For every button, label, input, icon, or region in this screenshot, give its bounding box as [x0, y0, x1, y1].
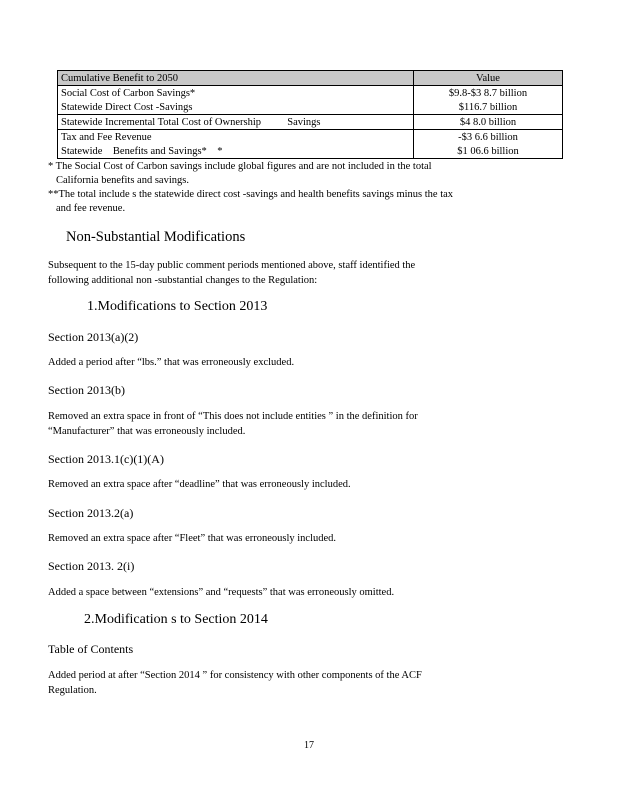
- section-text-line: Removed an extra space in front of “This does not include entities ” in the definition for: [48, 411, 418, 422]
- section-text: [48, 477, 568, 492]
- footnote-1-line1: * The Social Cost of Carbon savings include global figures and are not included in the total: [48, 161, 432, 172]
- section-label: Section 2013.2(a): [48, 506, 134, 520]
- intro-line1: Subsequent to the 15-day public comment periods mentioned above, staff identified the: [48, 260, 416, 271]
- section-text: [48, 409, 568, 439]
- section-text-line: Removed an extra space after “Fleet” that was erroneously included.: [48, 533, 337, 544]
- header-label: Cumulative Benefit to 2050: [58, 71, 414, 86]
- table-header-row: [58, 71, 563, 86]
- row-label: Tax and Fee Revenue: [58, 130, 414, 145]
- page-number: 17: [304, 740, 314, 751]
- header-value: Value: [414, 71, 563, 86]
- section-label: Section 2013(b): [48, 383, 125, 397]
- section-label: Section 2013. 2(i): [48, 559, 135, 573]
- intro-paragraph: [48, 258, 568, 288]
- footnote-1: [48, 160, 568, 187]
- footnote-2-line2: and fee revenue.: [56, 202, 126, 214]
- table-row: [58, 115, 563, 130]
- row-label: Statewide Benefits and Savings* *: [58, 144, 414, 159]
- section-text-line: Added period at after “Section 2014 ” for consistency with other components of the ACF: [48, 670, 422, 681]
- row-value: $4 8.0 billion: [414, 115, 563, 130]
- section-text-line: Removed an extra space after “deadline” that was erroneously included.: [48, 479, 351, 490]
- table-row: [58, 100, 563, 115]
- section-text: [48, 355, 568, 370]
- heading-mod-2014: 2.Modification s to Section 2014: [84, 612, 268, 627]
- heading-mod-2013: 1.Modifications to Section 2013: [87, 299, 268, 314]
- section-label: Table of Contents: [48, 642, 134, 656]
- section-text-line: Regulation.: [48, 685, 97, 696]
- row-label: Statewide Direct Cost -Savings: [58, 100, 414, 115]
- heading-non-substantial: Non-Substantial Modifications: [66, 229, 246, 245]
- row-label: Statewide Incremental Total Cost of Ownership Savings: [58, 115, 414, 130]
- footnote-2-line1: **The total include s the statewide direct cost -savings and health benefits savings minus the tax: [48, 189, 454, 200]
- section-text-line: “Manufacturer” that was erroneously included.: [48, 426, 246, 437]
- row-label: Social Cost of Carbon Savings*: [58, 86, 414, 101]
- section-text: [48, 531, 568, 546]
- row-value: $9.8-$3 8.7 billion: [414, 86, 563, 101]
- section-text: [48, 668, 568, 698]
- section-label: Section 2013(a)(2): [48, 330, 139, 344]
- table-row: [58, 86, 563, 101]
- section-text-line: Added a space between “extensions” and “requests” that was erroneously omitted.: [48, 587, 395, 598]
- footnote-1-line2: California benefits and savings.: [56, 174, 189, 186]
- table-row: [58, 144, 563, 159]
- section-label: Section 2013.1(c)(1)(A): [48, 452, 164, 466]
- footnote-2: [48, 188, 568, 215]
- section-text-line: Added a period after “lbs.” that was erroneously excluded.: [48, 357, 295, 368]
- row-value: $1 06.6 billion: [414, 144, 563, 159]
- intro-line2: following additional non -substantial changes to the Regulation:: [48, 275, 318, 286]
- table-row: [58, 130, 563, 145]
- section-text: [48, 585, 568, 600]
- row-value: -$3 6.6 billion: [414, 130, 563, 145]
- benefits-table: [57, 70, 563, 159]
- row-value: $116.7 billion: [414, 100, 563, 115]
